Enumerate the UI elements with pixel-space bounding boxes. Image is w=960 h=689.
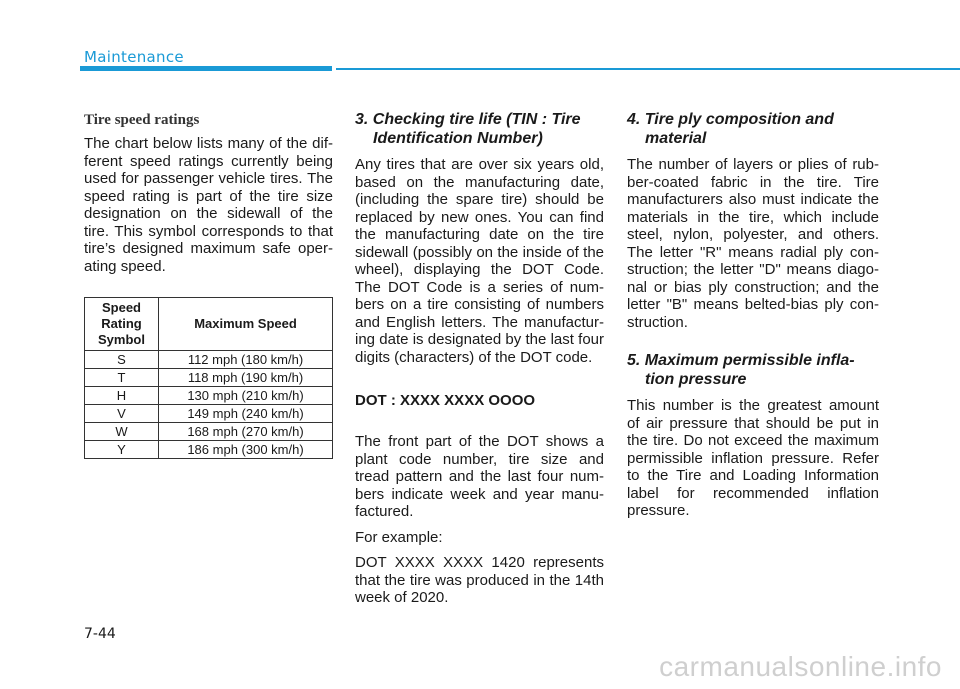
dot-code-example: DOT : XXXX XXXX OOOO bbox=[355, 392, 536, 409]
table-row bbox=[85, 351, 333, 369]
tire-speed-heading: Tire speed ratings bbox=[84, 112, 200, 128]
column-right bbox=[627, 108, 879, 528]
row-speed: 168 mph (270 km/h) bbox=[159, 423, 333, 441]
row-symbol: T bbox=[85, 369, 159, 387]
column-middle bbox=[355, 108, 604, 615]
ply-composition-heading: 4. Tire ply composition and material bbox=[627, 111, 834, 147]
row-speed: 130 mph (210 km/h) bbox=[159, 387, 333, 405]
column-left bbox=[84, 108, 333, 459]
tin-heading: 3. Checking tire life (TIN : Tire Identification Number) bbox=[355, 111, 581, 147]
row-speed: 186 mph (300 km/h) bbox=[159, 441, 333, 459]
section-title: Maintenance bbox=[84, 48, 184, 66]
watermark: carmanualsonline.info bbox=[659, 651, 942, 682]
row-symbol: V bbox=[85, 405, 159, 423]
header-rule-thin bbox=[336, 68, 960, 70]
row-symbol: S bbox=[85, 351, 159, 369]
speed-rating-table bbox=[84, 297, 333, 459]
row-speed: 149 mph (240 km/h) bbox=[159, 405, 333, 423]
inflation-pressure-heading: 5. Maximum permissible infla-tion pressure bbox=[627, 352, 855, 388]
ply-composition-paragraph: The number of layers or plies of rub-ber-coated fabric in the tire. Tire manufacturers also must indicate the materials in the tire, which include steel, nylon, polyester, and others. The letter "R" means radial ply con-struction; the letter "D" means diago-nal or bias ply construction; and the letter "B" means belted-bias ply con-struction. bbox=[627, 156, 879, 331]
header-maximum-speed: Maximum Speed bbox=[159, 298, 333, 351]
tin-paragraph: Any tires that are over six years old, based on the manufacturing date, (including the spare tire) should be replaced by new ones. You can find the manufacturing date on the tire sidewall (possibly on the inside of the wheel), displaying the DOT Code. The DOT Code is a series of num-bers on a tire consisting of numbers and English letters. The manufactur-ing date is designated by the last four digits (characters) of the DOT code. bbox=[355, 156, 604, 366]
inflation-pressure-paragraph: This number is the greatest amount of air pressure that should be put in the tire. Do not exceed the maximum permissible inflation pressure. Refer to the Tire and Loading Information label for recommended inflation pressure. bbox=[627, 397, 879, 519]
page-number: 7-44 bbox=[84, 626, 116, 642]
table-row bbox=[85, 423, 333, 441]
dot-explanation-paragraph: The front part of the DOT shows a plant code number, tire size and tread pattern and the last four num-bers indicate week and year manu-factured. bbox=[355, 433, 604, 520]
table-row bbox=[85, 387, 333, 405]
row-symbol: Y bbox=[85, 441, 159, 459]
header-rule-thick bbox=[80, 66, 332, 71]
table-row bbox=[85, 405, 333, 423]
table-row bbox=[85, 369, 333, 387]
dot-example-paragraph: DOT XXXX XXXX 1420 represents that the tire was produced in the 14th week of 2020. bbox=[355, 554, 604, 606]
table-row bbox=[85, 441, 333, 459]
speed-ratings-paragraph: The chart below lists many of the dif-ferent speed ratings currently being used for passenger vehicle tires. The speed rating is part of the tire size designation on the sidewall of the tire. This symbol corresponds to that tire’s designed maximum safe oper-ating speed. bbox=[84, 135, 333, 275]
row-speed: 118 mph (190 km/h) bbox=[159, 369, 333, 387]
header-speed-symbol: Speed Rating Symbol bbox=[85, 298, 159, 351]
row-speed: 112 mph (180 km/h) bbox=[159, 351, 333, 369]
table-header-row bbox=[85, 298, 333, 351]
row-symbol: H bbox=[85, 387, 159, 405]
row-symbol: W bbox=[85, 423, 159, 441]
example-label: For example: bbox=[355, 528, 443, 546]
